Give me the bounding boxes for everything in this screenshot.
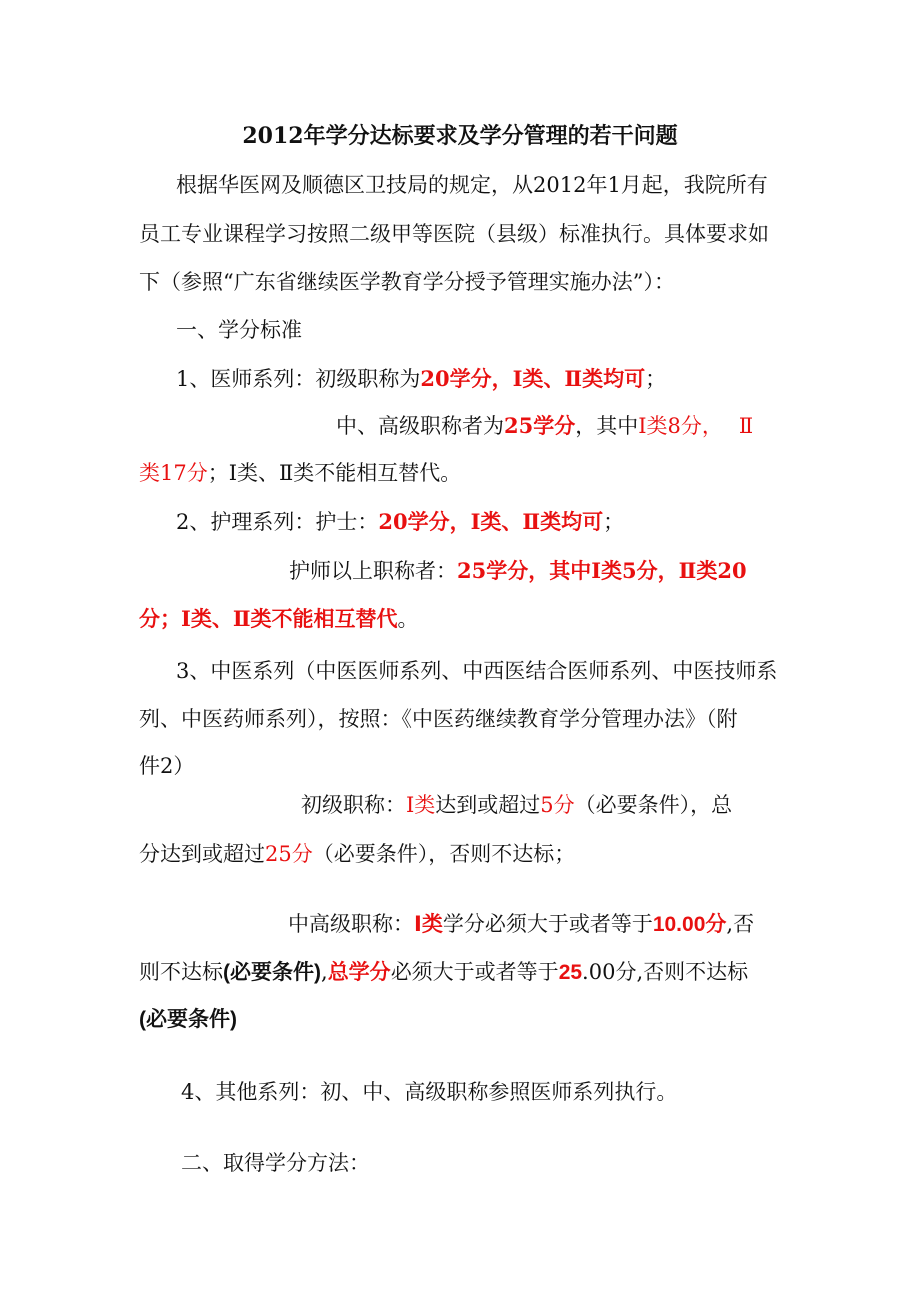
item3-highlight: 5分 xyxy=(540,793,575,817)
item3-text: （必要条件），总 xyxy=(574,793,733,817)
item1-text: 中、高级职称者为 xyxy=(336,414,504,438)
item2-line-1 xyxy=(176,507,624,537)
item3-senior-line-1 xyxy=(288,909,754,940)
item3-punct: , xyxy=(321,960,328,984)
item3-highlight: 10.00分 xyxy=(652,913,727,936)
item3-bold: (必要条件) xyxy=(223,961,321,984)
item1-text: 1、医师系列：初级职称为 xyxy=(176,367,421,391)
item3-text: 中高级职称： xyxy=(288,912,414,936)
section-heading-2: 二、取得学分方法： xyxy=(181,1151,370,1175)
item3-junior-line-2 xyxy=(139,839,575,869)
item3-text: 学分必须大于或者等于 xyxy=(442,912,653,936)
item3-senior-line-2 xyxy=(139,957,748,988)
item1-line-1 xyxy=(176,364,666,394)
item3-text: .00分,否则不达标 xyxy=(582,960,749,984)
item2-punct: 。 xyxy=(397,607,419,631)
item3-text: 则不达标 xyxy=(139,960,223,984)
item3-line-1: 3、中医系列（中医医师系列、中西医结合医师系列、中医技师系 xyxy=(176,659,778,683)
item2-line-3 xyxy=(139,604,419,634)
item3-text: 分达到或超过 xyxy=(139,842,265,866)
item1-text: ，其中 xyxy=(575,414,639,438)
intro-line-2: 员工专业课程学习按照二级甲等医院（县级）标准执行。具体要求如 xyxy=(139,222,769,246)
item1-line-2 xyxy=(336,411,753,441)
intro-line-3: 下（参照“广东省继续医学教育学分授予管理实施办法”）： xyxy=(139,270,675,294)
item2-highlight: 20学分，Ⅰ类、Ⅱ类均可 xyxy=(378,509,604,534)
item2-line-2 xyxy=(289,556,747,586)
item1-highlight: Ⅰ类8分， xyxy=(638,414,723,438)
item3-highlight: 25 xyxy=(558,961,583,984)
item1-line-3 xyxy=(139,458,461,488)
item3-highlight: 25分 xyxy=(265,842,313,866)
item3-text: （必要条件），否则不达标； xyxy=(312,842,576,866)
item2-text: 护师以上职称者： xyxy=(289,559,457,583)
item3-line-2: 列、中医药师系列），按照：《中医药继续教育学分管理办法》（附 xyxy=(139,707,738,731)
item2-punct: ； xyxy=(603,510,625,534)
item3-text: ,否 xyxy=(726,912,755,936)
item2-text: 2、护理系列：护士： xyxy=(176,510,379,534)
item1-text: ；Ⅰ类、Ⅱ类不能相互替代。 xyxy=(207,461,462,485)
item3-line-3: 件2） xyxy=(139,754,195,778)
item1-punct: ； xyxy=(645,367,667,391)
item3-text: 必须大于或者等于 xyxy=(390,960,559,984)
item3-highlight: Ⅰ类 xyxy=(406,793,436,817)
item1-highlight: Ⅱ xyxy=(738,414,754,438)
item3-junior-line-1 xyxy=(301,790,732,820)
item3-senior-line-3: (必要条件) xyxy=(139,1008,237,1031)
item4-line: 4、其他系列：初、中、高级职称参照医师系列执行。 xyxy=(181,1080,678,1104)
item2-highlight: 分；Ⅰ类、Ⅱ类不能相互替代 xyxy=(139,606,398,631)
document-title: 2012年学分达标要求及学分管理的若干问题 xyxy=(242,123,678,149)
item2-highlight: 25学分，其中Ⅰ类5分，Ⅱ类20 xyxy=(457,558,747,583)
item3-highlight: Ⅰ类 xyxy=(414,913,443,936)
item1-highlight: 类17分 xyxy=(139,461,208,485)
item1-highlight: 25学分 xyxy=(504,413,576,438)
section-heading-1: 一、学分标准 xyxy=(176,318,302,342)
intro-line-1: 根据华医网及顺德区卫技局的规定，从2012年1月起，我院所有 xyxy=(176,173,768,197)
item3-text: 达到或超过 xyxy=(435,793,541,817)
item1-highlight: 20学分，Ⅰ类、Ⅱ类均可 xyxy=(420,366,646,391)
item3-highlight: 总学分 xyxy=(327,959,391,984)
item3-text: 初级职称： xyxy=(301,793,406,817)
